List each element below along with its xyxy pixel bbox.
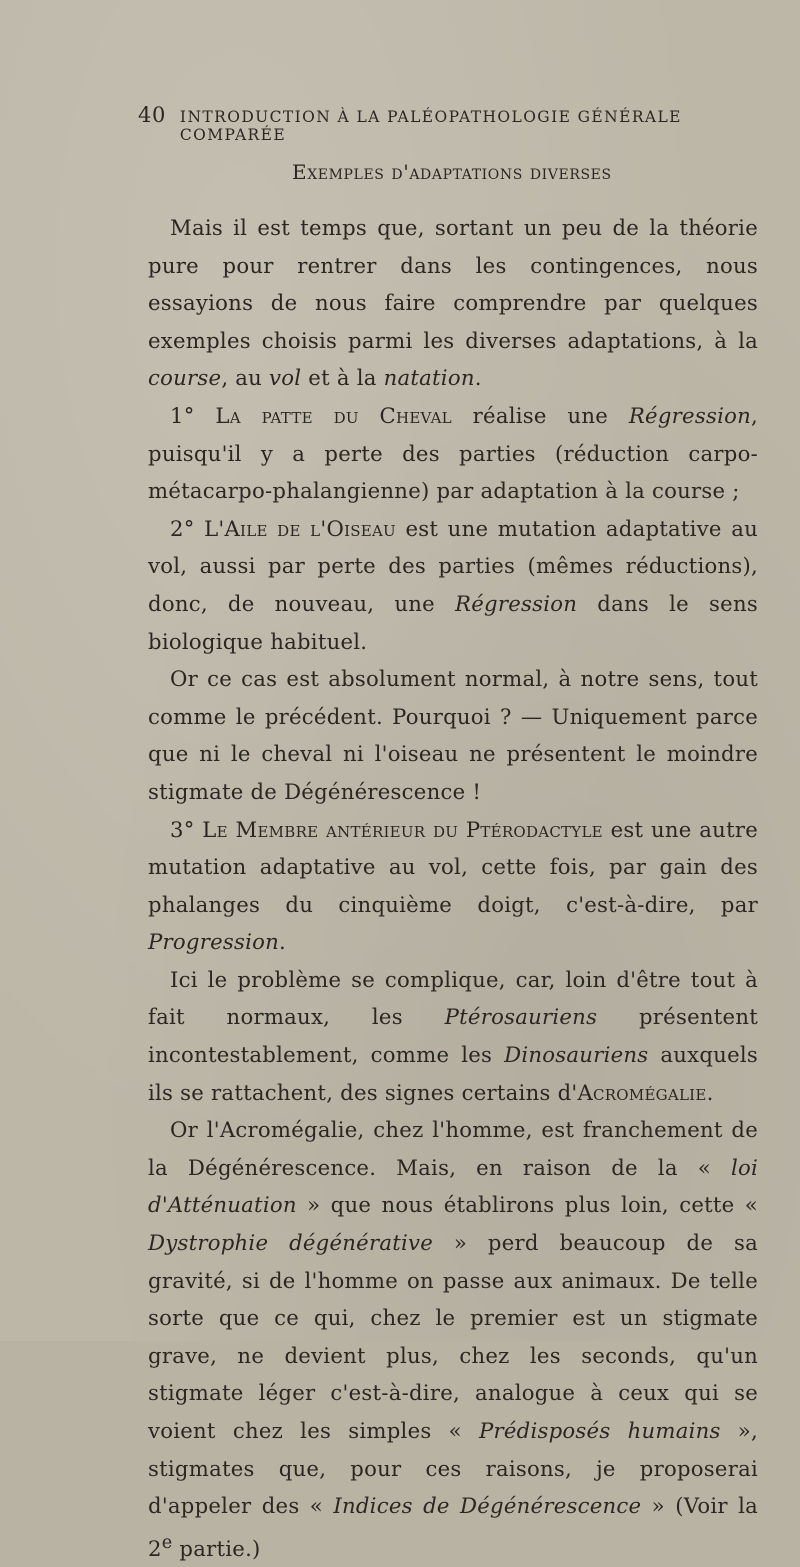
body-text (148, 209, 758, 1567)
paragraph-7: Or l'Acromégalie, chez l'homme, est franchement de la Dégénérescence. Mais, en raison de la « loi d'Atténuation » que nous établirons plus loin, cette « Dystrophie dégénérative » perd beaucoup de sa gravité, si de l'homme on passe aux animaux. De telle sorte que ce qui, chez le premier est un stigmate grave, ne devient plus, chez les seconds, qu'un stigmate léger c'est-à-dire, analogue à ceux qui se voient chez les simples « Prédisposés humains », stigmates que, pour ces raisons, je proposerai d'appeler des « Indices de Dégénérescence » (Voir la 2e partie.) (148, 1117, 759, 1561)
page-number: 40 (138, 103, 166, 127)
paragraph-2: 1° La patte du Cheval réalise une Régression, puisqu'il y a perte des parties (réduction carpo-métacarpo-phalangienne) par adaptation à la course ; (148, 402, 759, 504)
paragraph-5: 3° Le Membre antérieur du Ptérodactyle est une autre mutation adaptative au vol, cette fois, par gain des phalanges du cinquième doigt, c'est-à-dire, par Progression. (148, 816, 759, 955)
paragraph-4: Or ce cas est absolument normal, à notre sens, tout comme le précédent. Pourquoi ? — Uniquement parce que ni le cheval ni l'oiseau ne présentent le moindre stigmate de Dégénérescence ! (148, 666, 758, 804)
paragraph-6: Ici le problème se complique, car, loin d'être tout à fait normaux, les Ptérosauriens présentent incontestablement, comme les Dinosauriens auxquels ils se rattachent, des signes certains d'Acromégalie. (148, 966, 759, 1105)
paragraph-1: Mais il est temps que, sortant un peu de la théorie pure pour rentrer dans les contingences, nous essayions de nous faire comprendre par quelques exemples choisis parmi les diverses adaptations, à la course, au vol et à la natation. (148, 215, 758, 391)
running-header (138, 103, 718, 144)
running-title: INTRODUCTION À LA PALÉOPATHOLOGIE GÉNÉRALE COMPARÉE (179, 108, 682, 144)
paragraph-3: 2° L'Aile de l'Oiseau est une mutation adaptative au vol, aussi par perte des parties (mêmes réductions), donc, de nouveau, une Régression dans le sens biologique habituel. (148, 515, 759, 654)
section-title: Exemples d'adaptations diverses (292, 160, 612, 184)
